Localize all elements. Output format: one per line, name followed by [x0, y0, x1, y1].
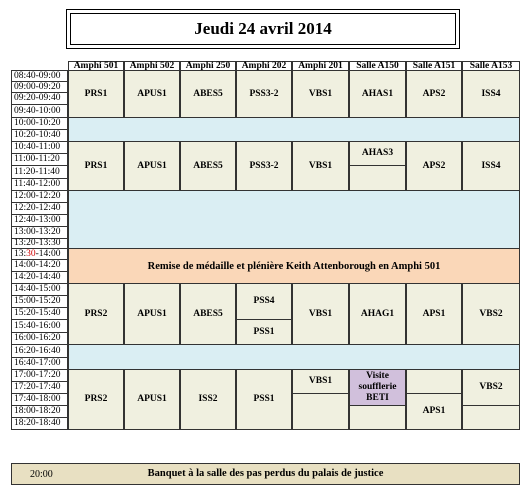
- time-slot: 16:00-16:20: [11, 332, 68, 345]
- time-slot: 18:20-18:40: [11, 417, 68, 430]
- room-header: Amphi 501: [68, 61, 124, 71]
- empty-cell: [406, 369, 462, 394]
- course-cell: VBS1: [292, 141, 349, 191]
- course-cell: PRS2: [68, 369, 124, 430]
- slot-part: 13:: [14, 248, 27, 259]
- visit-line: BETI: [366, 393, 389, 403]
- course-cell: PRS1: [68, 70, 124, 118]
- empty-cell: [462, 405, 520, 430]
- visit-cell: [349, 369, 406, 406]
- course-cell: PRS2: [68, 283, 124, 345]
- banquet-text: Banquet à la salle des pas perdus du palais de justice: [147, 468, 384, 479]
- course-cell: PSS1: [236, 319, 292, 345]
- time-slot: 14:40-15:00: [11, 283, 68, 296]
- time-slot: 13:00-13:20: [11, 226, 68, 239]
- visit-line: Visite: [366, 371, 389, 381]
- course-cell: PSS4: [236, 283, 292, 320]
- banquet-time: 20:00: [30, 469, 53, 480]
- time-slot: 13:20-13:30: [11, 238, 68, 249]
- time-slot: 11:00-11:20: [11, 153, 68, 166]
- room-header: Amphi 201: [292, 61, 349, 71]
- course-cell: PSS1: [236, 369, 292, 430]
- room-header: Salle A150: [349, 61, 406, 71]
- course-cell: ISS4: [462, 70, 520, 118]
- time-slot: 16:40-17:00: [11, 357, 68, 370]
- course-cell: VBS1: [292, 369, 349, 394]
- course-cell: VBS2: [462, 283, 520, 345]
- time-slot: 17:00-17:20: [11, 369, 68, 382]
- time-slot: 12:20-12:40: [11, 202, 68, 215]
- empty-cell: [349, 405, 406, 430]
- time-slot: 11:40-12:00: [11, 178, 68, 191]
- slot-part: -14:00: [35, 248, 61, 259]
- time-slot: 15:20-15:40: [11, 307, 68, 320]
- time-slot: 14:20-14:40: [11, 271, 68, 284]
- course-cell: VBS2: [462, 369, 520, 406]
- course-cell: PSS3-2: [236, 70, 292, 118]
- time-slot: 18:00-18:20: [11, 405, 68, 418]
- visit-text: [359, 371, 397, 404]
- course-cell: APS2: [406, 141, 462, 191]
- time-slot: 17:20-17:40: [11, 381, 68, 394]
- time-slot: 15:00-15:20: [11, 295, 68, 308]
- time-slot: 17:40-18:00: [11, 393, 68, 406]
- visit-line: soufflerie: [358, 382, 397, 392]
- time-slot: 09:40-10:00: [11, 104, 68, 118]
- course-cell: ABES5: [180, 141, 236, 191]
- time-slot: 15:40-16:00: [11, 319, 68, 333]
- course-cell: ABES5: [180, 283, 236, 345]
- course-cell: APS1: [406, 393, 462, 430]
- course-cell: AHAG1: [349, 283, 406, 345]
- course-cell: AHAS3: [349, 141, 406, 166]
- time-slot: 08:40-09:00: [11, 70, 68, 82]
- course-cell: APUS1: [124, 141, 180, 191]
- time-slot: 16:20-16:40: [11, 344, 68, 358]
- room-header: Amphi 502: [124, 61, 180, 71]
- course-cell: APUS1: [124, 283, 180, 345]
- course-cell: VBS1: [292, 70, 349, 118]
- empty-cell: [292, 393, 349, 430]
- break-row: [68, 344, 520, 370]
- lunch-row: [68, 190, 520, 249]
- page-title: Jeudi 24 avril 2014: [70, 13, 456, 45]
- plenary-row: Remise de médaille et plénière Keith Attenborough en Amphi 501: [68, 248, 520, 284]
- room-header: Salle A153: [462, 61, 520, 71]
- course-cell: APUS1: [124, 70, 180, 118]
- course-cell: PRS1: [68, 141, 124, 191]
- break-row: [68, 117, 520, 142]
- course-cell: VBS1: [292, 283, 349, 345]
- time-slot: 12:40-13:00: [11, 214, 68, 227]
- course-cell: ISS4: [462, 141, 520, 191]
- room-header: Salle A151: [406, 61, 462, 71]
- course-cell: APUS1: [124, 369, 180, 430]
- banquet-bar: [11, 463, 520, 485]
- course-cell: PSS3-2: [236, 141, 292, 191]
- time-slot: 09:20-09:40: [11, 92, 68, 105]
- time-slot: 10:20-10:40: [11, 129, 68, 142]
- room-header: Amphi 202: [236, 61, 292, 71]
- course-cell: APS1: [406, 283, 462, 345]
- course-cell: ISS2: [180, 369, 236, 430]
- time-slot: 12:00-12:20: [11, 190, 68, 203]
- time-slot: 11:20-11:40: [11, 165, 68, 179]
- time-slot: 10:00-10:20: [11, 117, 68, 130]
- room-header: Amphi 250: [180, 61, 236, 71]
- course-cell: AHAS1: [349, 70, 406, 118]
- time-slot: 10:40-11:00: [11, 141, 68, 154]
- empty-cell: [349, 165, 406, 191]
- time-slot: 14:00-14:20: [11, 259, 68, 272]
- course-cell: ABES5: [180, 70, 236, 118]
- course-cell: APS2: [406, 70, 462, 118]
- time-slot: 09:00-09:20: [11, 81, 68, 93]
- title-box: [66, 9, 460, 49]
- plenary-left: [11, 248, 68, 284]
- slot-part-highlight: 30: [26, 248, 36, 259]
